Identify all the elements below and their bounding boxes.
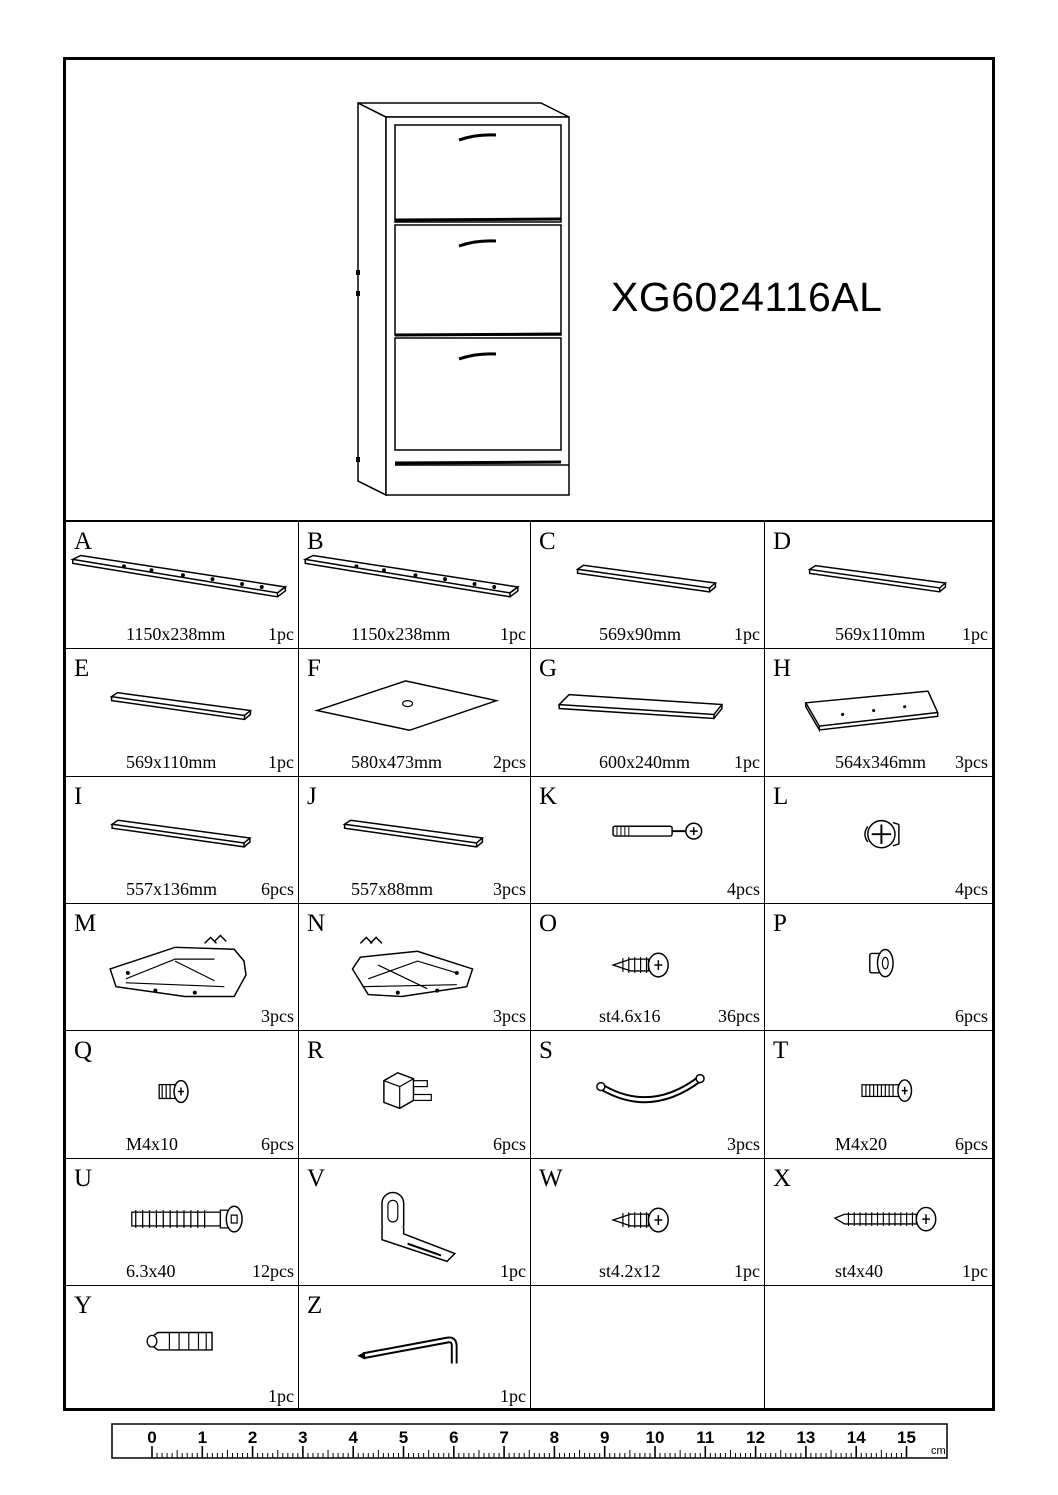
part-cell-j: [299, 777, 531, 904]
model-code: XG6024116AL: [611, 274, 883, 320]
parts-grid: [66, 522, 992, 1410]
part-quantity: 1pc: [500, 624, 526, 644]
part-quantity: 3pcs: [261, 1006, 294, 1026]
part-cell-b: [299, 522, 531, 649]
part-quantity: 1pc: [734, 624, 760, 644]
part-cell-z: [299, 1286, 531, 1410]
ruler-label: 6: [449, 1428, 459, 1447]
part-letter: Y: [74, 1292, 93, 1319]
part-letter: O: [539, 910, 558, 937]
ruler-label: 4: [348, 1428, 358, 1447]
part-quantity: 1pc: [962, 624, 988, 644]
part-cell-a: [66, 522, 299, 649]
part-letter: X: [773, 1165, 792, 1192]
parts-sheet: [63, 57, 995, 1411]
ruler-unit: cm: [931, 1445, 946, 1457]
wall-plug-icon: [66, 1286, 298, 1410]
part-letter: K: [539, 783, 558, 810]
part-letter: G: [539, 655, 558, 682]
part-letter: E: [74, 655, 90, 682]
part-letter: S: [539, 1037, 553, 1064]
part-letter: T: [773, 1037, 789, 1064]
ruler-label: 2: [247, 1428, 258, 1447]
part-letter: M: [74, 910, 97, 937]
ruler-label: 0: [147, 1428, 157, 1447]
part-dimensions: st4x40: [835, 1261, 884, 1281]
ruler-label: 1: [197, 1428, 208, 1447]
part-quantity: 3pcs: [727, 1134, 760, 1154]
part-cell-t: [765, 1031, 992, 1159]
part-letter: B: [307, 528, 324, 555]
part-quantity: 6pcs: [493, 1134, 526, 1154]
ruler-label: 9: [599, 1428, 610, 1447]
part-dimensions: 564x346mm: [835, 752, 927, 772]
part-dimensions: 580x473mm: [351, 752, 443, 772]
part-letter: H: [773, 655, 792, 682]
part-letter: V: [307, 1165, 326, 1192]
ruler-label: 12: [746, 1428, 766, 1447]
part-cell-q: [66, 1031, 299, 1159]
part-cell-l: [765, 777, 992, 904]
part-cell-g: [531, 649, 765, 777]
empty-cell: [765, 1286, 992, 1410]
part-quantity: 12pcs: [252, 1261, 294, 1281]
part-quantity: 1pc: [500, 1261, 526, 1281]
allen-key-icon: [299, 1286, 530, 1410]
part-dimensions: 6.3x40: [126, 1261, 176, 1281]
part-cell-h: [765, 649, 992, 777]
part-quantity: 1pc: [268, 752, 294, 772]
part-cell-w: [531, 1159, 765, 1286]
part-quantity: 6pcs: [955, 1006, 988, 1026]
part-dimensions: 557x136mm: [126, 879, 218, 899]
ruler-label: 10: [645, 1428, 665, 1447]
part-letter: P: [773, 910, 787, 937]
part-cell-n: [299, 904, 531, 1031]
part-cell-u: [66, 1159, 299, 1286]
part-quantity: 1pc: [500, 1386, 526, 1406]
part-quantity: 2pcs: [493, 752, 526, 772]
part-quantity: 4pcs: [955, 879, 988, 899]
ruler-label: 14: [846, 1428, 866, 1447]
part-cell-v: [299, 1159, 531, 1286]
part-letter: I: [74, 783, 83, 810]
part-cell-r: [299, 1031, 531, 1159]
part-cell-m: [66, 904, 299, 1031]
part-cell-d: [765, 522, 992, 649]
part-quantity: 1pc: [734, 752, 760, 772]
part-quantity: 1pc: [962, 1261, 988, 1281]
part-letter: U: [74, 1165, 93, 1192]
part-quantity: 1pc: [734, 1261, 760, 1281]
part-dimensions: 557x88mm: [351, 879, 434, 899]
part-quantity: 6pcs: [261, 879, 294, 899]
part-cell-x: [765, 1159, 992, 1286]
part-dimensions: 600x240mm: [599, 752, 691, 772]
part-quantity: 6pcs: [261, 1134, 294, 1154]
part-quantity: 3pcs: [493, 879, 526, 899]
part-dimensions: 569x110mm: [835, 624, 926, 644]
product-overview: [66, 60, 992, 522]
ruler-label: 13: [796, 1428, 816, 1447]
part-letter: A: [74, 528, 93, 555]
part-letter: N: [307, 910, 326, 937]
part-dimensions: M4x20: [835, 1134, 888, 1154]
part-letter: R: [307, 1037, 324, 1064]
part-letter: J: [307, 783, 317, 810]
part-cell-e: [66, 649, 299, 777]
part-cell-c: [531, 522, 765, 649]
l-bracket-icon: [299, 1159, 530, 1285]
part-letter: C: [539, 528, 556, 555]
part-letter: Q: [74, 1037, 93, 1064]
part-cell-o: [531, 904, 765, 1031]
part-dimensions: 569x90mm: [599, 624, 682, 644]
measurement-ruler: [111, 1423, 949, 1461]
part-dimensions: st4.2x12: [599, 1261, 661, 1281]
part-quantity: 4pcs: [727, 879, 760, 899]
ruler-label: 8: [549, 1428, 560, 1447]
ruler-label: 3: [298, 1428, 308, 1447]
part-letter: L: [773, 783, 789, 810]
part-dimensions: 1150x238mm: [351, 624, 451, 644]
ruler-label: 11: [696, 1428, 715, 1447]
part-dimensions: st4.6x16: [599, 1006, 661, 1026]
shoe-cabinet-illustration: [351, 95, 571, 525]
ruler-label: 7: [499, 1428, 509, 1447]
part-quantity: 36pcs: [718, 1006, 760, 1026]
part-quantity: 1pc: [268, 624, 294, 644]
part-letter: Z: [307, 1292, 323, 1319]
part-cell-f: [299, 649, 531, 777]
part-letter: D: [773, 528, 792, 555]
part-cell-k: [531, 777, 765, 904]
part-cell-p: [765, 904, 992, 1031]
ruler-label: 5: [398, 1428, 409, 1447]
part-dimensions: 569x110mm: [126, 752, 217, 772]
part-letter: F: [307, 655, 321, 682]
empty-cell: [531, 1286, 765, 1410]
ruler-label: 15: [897, 1428, 916, 1447]
part-quantity: 1pc: [268, 1386, 294, 1406]
part-dimensions: 1150x238mm: [126, 624, 226, 644]
part-quantity: 3pcs: [493, 1006, 526, 1026]
part-quantity: 6pcs: [955, 1134, 988, 1154]
part-cell-s: [531, 1031, 765, 1159]
part-dimensions: M4x10: [126, 1134, 179, 1154]
part-letter: W: [539, 1165, 563, 1192]
part-quantity: 3pcs: [955, 752, 988, 772]
part-cell-i: [66, 777, 299, 904]
part-cell-y: [66, 1286, 299, 1410]
